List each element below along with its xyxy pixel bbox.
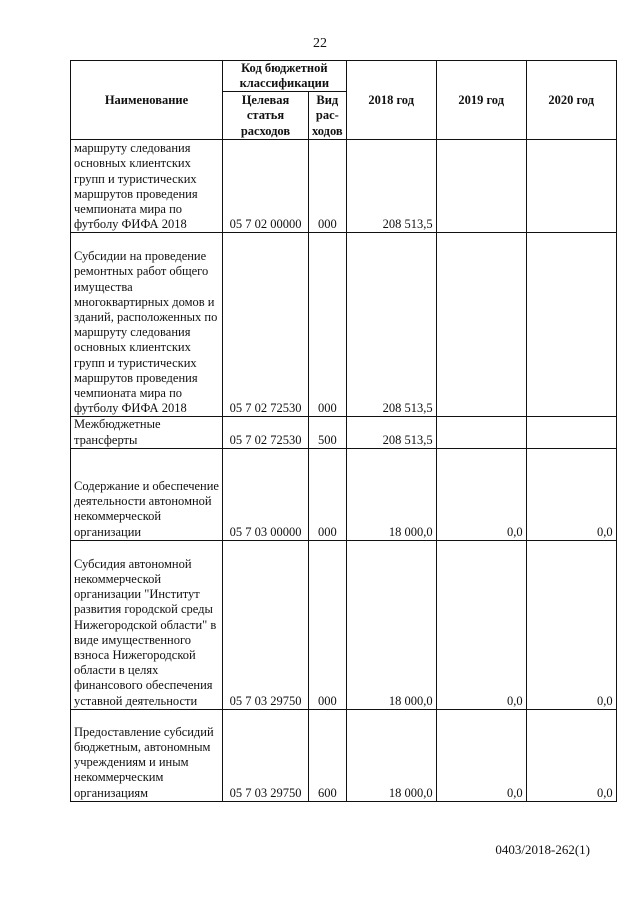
row-target-article: 05 7 02 72530 — [223, 233, 309, 417]
row-2020 — [526, 417, 616, 448]
table-row — [71, 448, 617, 540]
row-2018: 18 000,0 — [346, 709, 436, 801]
row-expense-type: 000 — [309, 448, 347, 540]
table-row — [71, 709, 617, 801]
row-expense-type: 000 — [309, 233, 347, 417]
row-name: Содержание и обеспечение деятельности автономной некоммерческой организации — [71, 448, 223, 540]
row-target-article: 05 7 02 00000 — [223, 140, 309, 233]
row-name: Межбюджетные трансферты — [71, 417, 223, 448]
row-2020: 0,0 — [526, 709, 616, 801]
row-expense-type: 000 — [309, 140, 347, 233]
row-name: маршруту следования основных клиентских групп и туристических маршрутов проведения чемпионата мира по футболу ФИФА 2018 — [71, 140, 223, 233]
row-name: Предоставление субсидий бюджетным, автономным учреждениям и иным некоммерческим организациям — [71, 709, 223, 801]
row-2020 — [526, 233, 616, 417]
row-name: Субсидия автономной некоммерческой организации "Институт развития городской среды Нижегородской области" в виде имущественного взноса Нижегородской области в целях финансового обеспечения уставной деятельности — [71, 540, 223, 709]
row-2018: 208 513,5 — [346, 417, 436, 448]
row-2019 — [436, 140, 526, 233]
row-expense-type: 000 — [309, 540, 347, 709]
row-2019 — [436, 417, 526, 448]
row-2019: 0,0 — [436, 448, 526, 540]
header-2018: 2018 год — [346, 61, 436, 140]
header-2019: 2019 год — [436, 61, 526, 140]
row-2020: 0,0 — [526, 540, 616, 709]
row-2018: 208 513,5 — [346, 140, 436, 233]
table-row — [71, 540, 617, 709]
header-target-article: Целевая статья расходов — [223, 92, 309, 140]
page-number: 22 — [313, 36, 327, 51]
table-row — [71, 233, 617, 417]
row-2019: 0,0 — [436, 540, 526, 709]
row-target-article: 05 7 03 29750 — [223, 709, 309, 801]
row-2018: 18 000,0 — [346, 540, 436, 709]
header-2020: 2020 год — [526, 61, 616, 140]
row-2019 — [436, 233, 526, 417]
header-code-group: Код бюджетной классификации — [223, 61, 347, 92]
row-2019: 0,0 — [436, 709, 526, 801]
row-expense-type: 500 — [309, 417, 347, 448]
row-2020: 0,0 — [526, 448, 616, 540]
row-2018: 18 000,0 — [346, 448, 436, 540]
table-row — [71, 417, 617, 448]
row-name: Субсидии на проведение ремонтных работ общего имущества многоквартирных домов и зданий, расположенных по маршруту следования основных клиентских групп и туристических маршрутов проведения чемпионата мира по футболу ФИФА 2018 — [71, 233, 223, 417]
row-target-article: 05 7 03 00000 — [223, 448, 309, 540]
row-target-article: 05 7 03 29750 — [223, 540, 309, 709]
header-expense-type: Вид рас-ходов — [309, 92, 347, 140]
row-expense-type: 600 — [309, 709, 347, 801]
row-2018: 208 513,5 — [346, 233, 436, 417]
row-target-article: 05 7 02 72530 — [223, 417, 309, 448]
document-code: 0403/2018-262(1) — [495, 842, 590, 857]
budget-table — [70, 60, 617, 802]
header-name: Наименование — [71, 61, 223, 140]
row-2020 — [526, 140, 616, 233]
table-row — [71, 140, 617, 233]
